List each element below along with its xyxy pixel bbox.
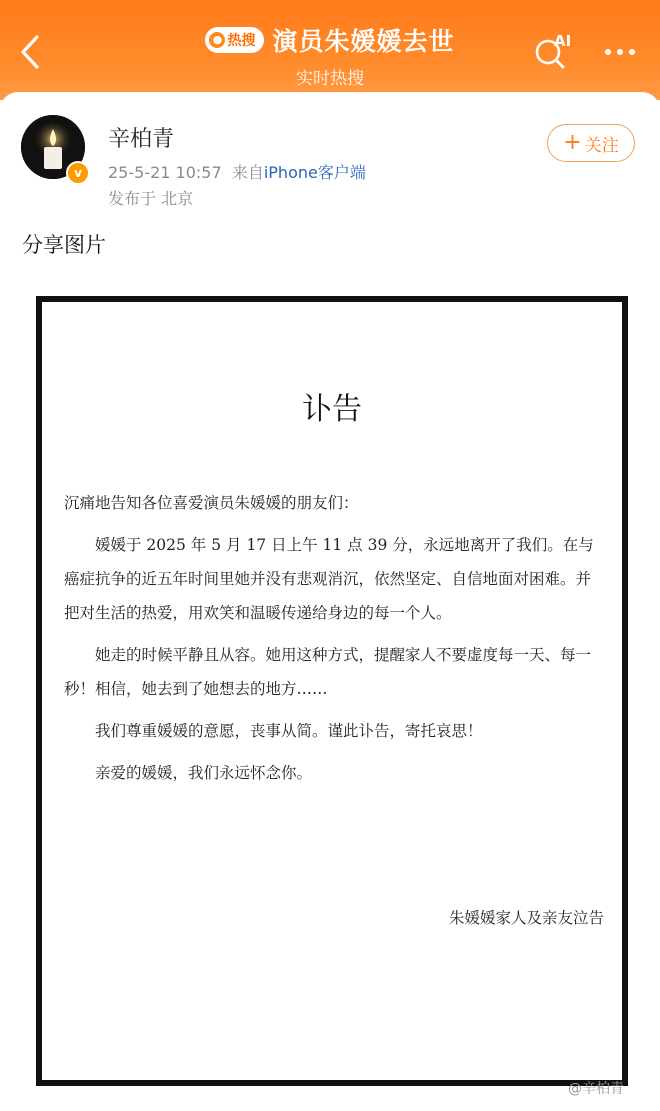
obituary-paragraph: 我们尊重媛媛的意愿，丧事从简。谨此讣告，寄托哀思！ bbox=[95, 722, 483, 740]
follow-button[interactable] bbox=[547, 124, 635, 162]
obituary-signature: 朱媛媛家人及亲友泣告 bbox=[448, 909, 604, 927]
post-source-link[interactable]: iPhone客户端 bbox=[263, 163, 366, 182]
obituary-body bbox=[64, 486, 600, 798]
hot-search-badge bbox=[205, 27, 264, 53]
post-text: 分享图片 bbox=[22, 233, 106, 257]
source-prefix: 来自 bbox=[231, 163, 264, 182]
top-bar bbox=[0, 0, 660, 100]
post-time: 25-5-21 10:57 bbox=[108, 163, 222, 182]
more-dot-icon bbox=[605, 49, 611, 55]
obituary-paragraph: 媛媛于 2025 年 5 月 17 日上午 11 点 39 分，永远地离开了我们。在与癌症抗争的近五年时间里她并没有悲观消沉，依然坚定、自信地面对困难。并把对生活的热爱，用欢笑和温暖传递给身边的每一个人。 bbox=[64, 536, 594, 622]
more-dot-icon bbox=[629, 49, 635, 55]
image-watermark: @辛柏青 bbox=[568, 1081, 624, 1097]
post-meta bbox=[108, 160, 366, 183]
page-subtitle: 实时热搜 bbox=[296, 69, 364, 89]
post-image-obituary[interactable] bbox=[36, 296, 628, 1086]
hot-badge-label: 热搜 bbox=[227, 33, 256, 49]
obituary-paragraph: 亲爱的媛媛，我们永远怀念你。 bbox=[95, 764, 313, 782]
ai-label: AI bbox=[554, 32, 572, 50]
flame-icon: ● bbox=[209, 32, 225, 48]
follow-label: 关注 bbox=[584, 135, 619, 156]
obituary-title: 讣告 bbox=[302, 392, 362, 427]
username[interactable]: 辛柏青 bbox=[108, 127, 175, 152]
plus-icon: + bbox=[563, 130, 582, 155]
more-button[interactable] bbox=[600, 40, 640, 64]
obituary-paragraph: 她走的时候平静且从容。她用这种方式，提醒家人不要虚度每一天、每一秒！相信，她去到了她想去的地方…… bbox=[64, 646, 592, 698]
verified-badge-icon: v bbox=[66, 161, 90, 185]
ai-search-button[interactable] bbox=[532, 30, 578, 74]
more-dot-icon bbox=[617, 49, 623, 55]
post-location: 发布于 北京 bbox=[108, 189, 194, 208]
page-title: 演员朱媛媛去世 bbox=[272, 27, 455, 56]
obituary-paragraph: 沉痛地告知各位喜爱演员朱媛媛的朋友们： bbox=[64, 494, 359, 512]
